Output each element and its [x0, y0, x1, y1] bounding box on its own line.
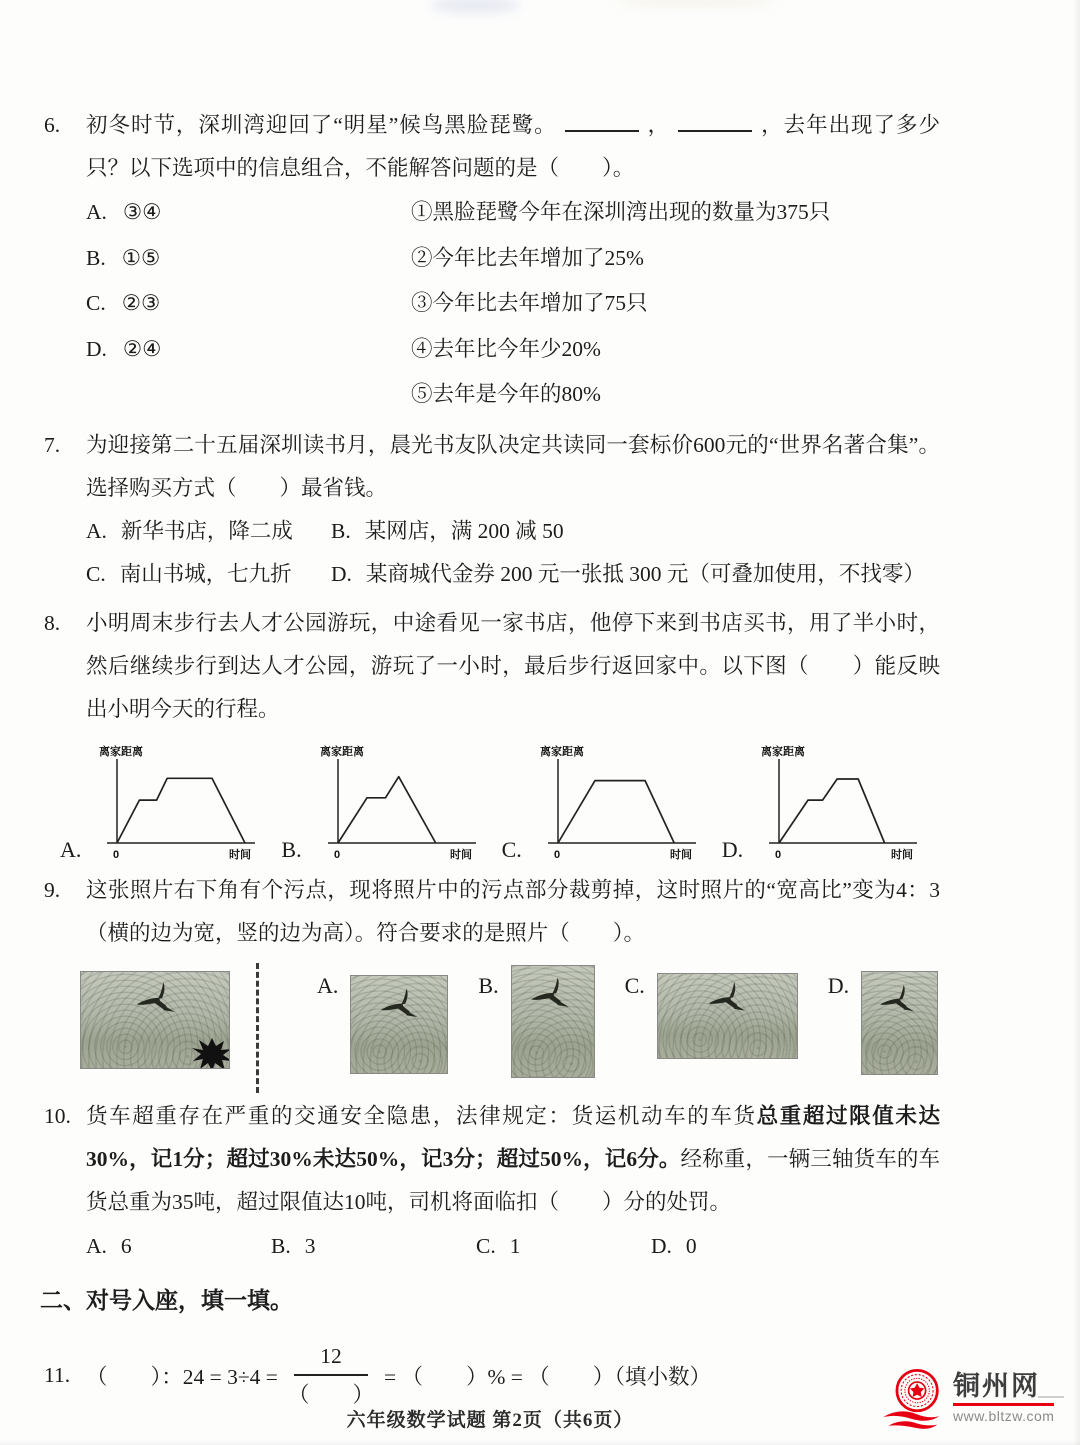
svg-text:时间: 时间: [891, 848, 914, 861]
info-item-5: ⑤去年是今年的80%: [411, 382, 601, 406]
distance-time-graph-b: [281, 739, 487, 865]
option-text: 新华书店，降二成: [120, 518, 293, 543]
scan-smudge: [430, 0, 520, 14]
scan-edge: [1073, 0, 1080, 1445]
svg-text:时间: 时间: [229, 848, 252, 861]
option-label: D.: [651, 1233, 672, 1258]
section-2-title: 二、对号入座，填一填。: [40, 1287, 293, 1313]
scan-edge: [0, 1440, 1080, 1445]
dashed-separator: [256, 963, 259, 1093]
question-8: [40, 602, 940, 731]
option-value: ②③: [121, 291, 161, 315]
photo-label-c: C.: [624, 972, 645, 998]
line-chart: [83, 739, 267, 865]
site-watermark: [881, 1365, 1066, 1431]
info-spacer: [86, 372, 411, 418]
option-label: B.: [331, 518, 351, 543]
line-chart: [524, 739, 708, 865]
flying-bird-icon: [119, 979, 196, 1037]
info-item-4: ④去年比今年少20%: [411, 336, 601, 361]
option-label: B.: [271, 1233, 291, 1258]
option-value: 1: [509, 1233, 521, 1258]
option-c: [476, 1224, 651, 1268]
question-7-options: [86, 510, 940, 596]
graph-label: A.: [60, 836, 82, 862]
svg-text:离家距离: 离家距离: [539, 745, 584, 758]
question-10: [40, 1095, 940, 1224]
option-label: C.: [476, 1233, 496, 1258]
blank-line: [565, 116, 639, 132]
option-b: [86, 236, 411, 282]
site-name-block: [953, 1372, 1054, 1425]
ink-stain-icon: [192, 1037, 230, 1069]
option-d: [86, 327, 411, 373]
question-10-text-bold: 总重超过限值未达30%，记1分；超过30%未达50%，记3分；超过50%，记6分。: [86, 1103, 940, 1171]
question-6-text-part3: ，去年出现了多少只？以下选项中的信息组合，不能解答问题的是（ ）。: [86, 113, 940, 180]
question-11: [40, 1340, 940, 1412]
question-10-text-part1: 货车超重存在严重的交通安全隐患，法律规定：货运机动车的车货: [86, 1103, 757, 1128]
graph-label: D.: [721, 836, 744, 862]
question-6: [40, 104, 940, 190]
flying-bird-icon: [870, 982, 927, 1033]
question-8-text: 小明周末步行去人才公园游玩，中途看见一家书店，他停下来到书店买书，用了半小时，然后继续步行到达人才公园，游玩了一小时，最后步行返回家中。以下图（ ）能反映出小明今天的行程。: [86, 610, 940, 721]
option-d: [651, 1224, 940, 1268]
blank-line: [678, 116, 752, 132]
option-value: ③④: [122, 200, 162, 224]
option-value: ②④: [122, 336, 162, 361]
option-d: [331, 553, 940, 596]
logo-underline: [953, 1403, 1054, 1406]
question-10-number: 10.: [44, 1103, 71, 1128]
option-c: [86, 281, 411, 327]
option-value: 0: [685, 1233, 697, 1258]
site-name: 铜州网: [953, 1370, 1040, 1401]
question-6-text: [86, 104, 940, 190]
seal-emblem-icon: [881, 1365, 949, 1431]
info-item-3: ③今年比去年增加了75只: [411, 291, 648, 315]
question-6-text-part1: 初冬时节，深圳湾迎回了“明星”候鸟黑脸琵鹭。: [86, 113, 557, 137]
question-6-number: 6.: [44, 113, 61, 137]
photo-option-a: [350, 975, 448, 1074]
svg-text:时间: 时间: [669, 848, 692, 861]
option-label: A.: [86, 1233, 107, 1258]
option-label: C.: [86, 291, 106, 315]
option-label: A.: [86, 518, 107, 543]
option-a: [86, 190, 411, 236]
svg-text:0: 0: [553, 848, 560, 861]
option-text: 某网店，满 200 减 50: [364, 518, 564, 543]
photo-option-d: [861, 971, 938, 1075]
svg-text:离家距离: 离家距离: [761, 745, 806, 758]
question-10-text: [86, 1095, 940, 1224]
original-bird-photo: [80, 971, 230, 1069]
line-chart: [304, 739, 488, 865]
distance-time-graph-c: [502, 739, 708, 865]
question-10-options: [86, 1224, 940, 1268]
question-8-graphs: [60, 737, 940, 865]
graph-label: C.: [501, 836, 522, 862]
option-value: ①⑤: [121, 245, 161, 270]
site-url: www.bltzw.com: [953, 1408, 1055, 1425]
question-9-number: 9.: [44, 877, 61, 902]
fraction-denominator: （ ）: [287, 1382, 374, 1407]
question-11-number: 11.: [44, 1362, 71, 1387]
option-label: C.: [86, 561, 106, 586]
flying-bird-icon: [523, 974, 580, 1032]
svg-text:0: 0: [333, 848, 340, 861]
distance-time-graph-a: [60, 739, 267, 865]
option-label: B.: [86, 245, 106, 270]
svg-text:离家距离: 离家距离: [319, 745, 364, 758]
question-11-expression-left: （ ）：24 = 3÷4 =: [86, 1364, 278, 1389]
exam-page-content: [40, 104, 940, 1411]
question-7-text: 为迎接第二十五届深圳读书月，晨光书友队决定共读同一套标价600元的“世界名著合集”。选择购买方式（ ）最省钱。: [86, 432, 940, 500]
option-text: 某商城代金券 200 元一张抵 300 元（可叠加使用，不找零）: [365, 561, 925, 586]
option-value: 6: [120, 1233, 132, 1258]
option-label: A.: [86, 200, 107, 224]
page-footer: 六年级数学试题 第2页（共6页）: [346, 1410, 634, 1431]
option-value: 3: [304, 1233, 316, 1258]
option-text: 南山书城，七九折: [119, 561, 292, 586]
option-b: [271, 1224, 476, 1268]
scan-smudge: [615, 0, 775, 8]
question-9: [40, 869, 940, 955]
photo-label-b: B.: [478, 972, 499, 998]
info-item-1: ①黑脸琵鹭今年在深圳湾出现的数量为375只: [411, 200, 831, 224]
question-10-text-part2: 经称重，一辆三轴货车的车货总重为35吨，超过限值达10吨，司机将面临扣（ ）分的处罚。: [86, 1146, 940, 1214]
flying-bird-icon: [691, 979, 766, 1034]
option-label: D.: [331, 561, 352, 586]
photo-option-c: [657, 973, 798, 1059]
option-b: [331, 510, 940, 553]
line-chart: [745, 739, 929, 865]
distance-time-graph-d: [722, 739, 929, 865]
question-9-text: 这张照片右下角有个污点，现将照片中的污点部分裁剪掉，这时照片的“宽高比”变为4：3（横的边为宽，竖的边为高）。符合要求的是照片（ ）。: [86, 877, 940, 945]
svg-text:离家距离: 离家距离: [99, 745, 144, 758]
question-9-photos: [80, 963, 940, 1085]
svg-text:0: 0: [775, 848, 782, 861]
option-c: [86, 553, 331, 596]
fraction-numerator: 12: [294, 1340, 368, 1376]
graph-label: B.: [281, 836, 302, 862]
question-6-text-part2: ，: [646, 113, 671, 137]
question-7-number: 7.: [44, 432, 61, 457]
question-6-options: [86, 190, 940, 418]
svg-text:0: 0: [113, 848, 120, 861]
info-item-2: ②今年比去年增加了25%: [411, 245, 644, 270]
photo-option-b: [511, 965, 595, 1078]
svg-text:时间: 时间: [449, 848, 472, 861]
photo-label-d: D.: [827, 972, 850, 998]
option-a: [86, 1224, 271, 1268]
question-8-number: 8.: [44, 610, 61, 635]
fraction: [288, 1340, 374, 1412]
option-label: D.: [86, 336, 107, 361]
question-11-expression-right: = （ ）% = （ ）（填小数）: [383, 1364, 711, 1389]
option-a: [86, 510, 331, 553]
flying-bird-icon: [373, 985, 429, 1041]
question-7: [40, 424, 940, 510]
photo-label-a: A.: [317, 972, 339, 998]
